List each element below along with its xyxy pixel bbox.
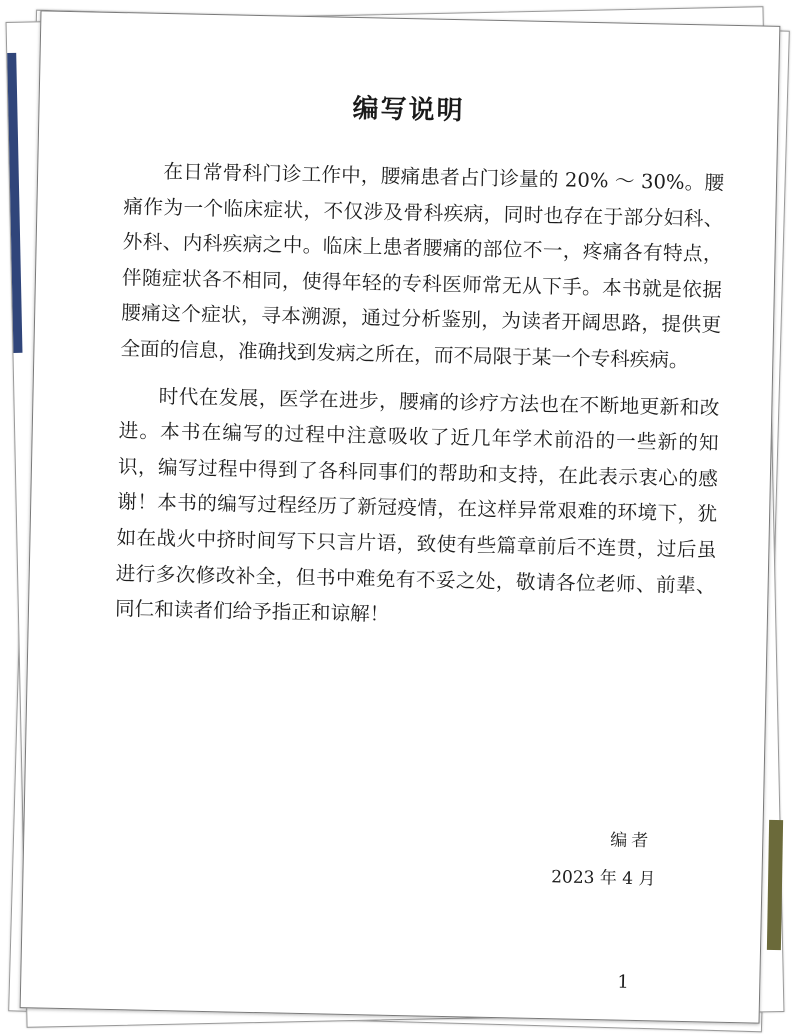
body-text [114,153,724,650]
page-number: 1 [617,971,629,993]
document-page [20,10,781,1023]
paragraph-2: 时代在发展，医学在进步，腰痛的诊疗方法也在不断地更新和改进。本书在编写的过程中注意吸收了近几年学术前沿的一些新的知识，编写过程中得到了各科同事们的帮助和支持，在此表示衷心的感谢！本书的编写过程经历了新冠疫情，在这样异常艰难的环境下，犹如在战火中挤时间写下只言片语，致使有些篇章前后不连贯，过后虽进行多次修改补全，但书中难免有不妥之处，敬请各位老师、前辈、同仁和读者们给予指正和谅解！ [114,384,720,626]
author-signature: 编者 [610,830,653,852]
paragraph-1: 在日常骨科门诊工作中，腰痛患者占门诊量的 20% ～ 30%。腰痛作为一个临床症状，不仅涉及骨科疾病，同时也存在于部分妇科、外科、内科疾病之中。临床上患者腰痛的部位不一，疼痛各有特点，伴随症状各不相同，使得年轻的专科医师常无从下手。本书就是依据腰痛这个症状，寻本溯源，通过分析鉴别，为读者开阔思路，提供更全面的信息，准确找到发病之所在，而不局限于某一个专科疾病。 [120,159,725,372]
signature-block [551,820,657,898]
date-line: 2023 年 4 月 [550,867,656,890]
cover-edge [767,820,783,950]
page-title: 编写说明 [352,93,465,127]
